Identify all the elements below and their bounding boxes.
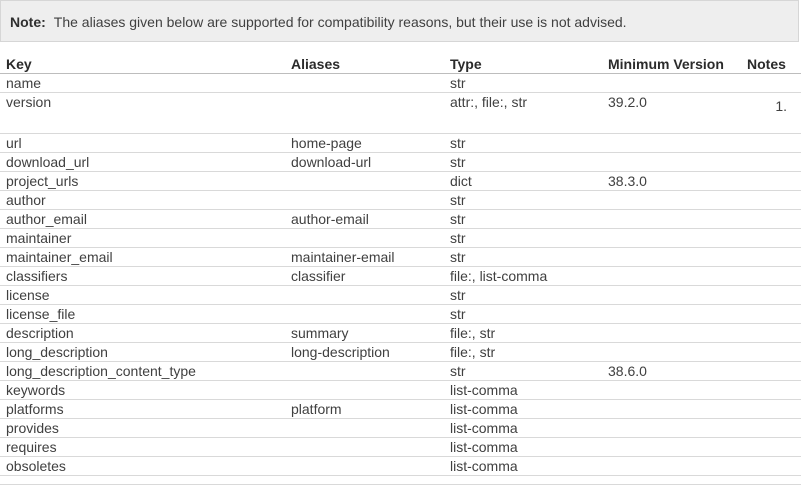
cell-type: str: [444, 153, 602, 172]
cell-alias: [285, 229, 444, 248]
cell-alias: [285, 172, 444, 191]
cell-alias: [285, 438, 444, 457]
table-row: [0, 248, 801, 267]
table-row: [0, 362, 801, 381]
cell-alias: summary: [285, 324, 444, 343]
header-key: Key: [0, 52, 285, 74]
cell-min-version: [602, 457, 741, 476]
cell-key: download_url: [0, 153, 285, 172]
note-reference: 1.: [775, 98, 787, 114]
cell-notes: [741, 191, 801, 210]
cell-notes: [741, 381, 801, 400]
cell-type: str: [444, 134, 602, 153]
cell-key: obsoletes: [0, 457, 285, 476]
cell-min-version: [602, 74, 741, 93]
cell-alias: download-url: [285, 153, 444, 172]
cell-alias: long-description: [285, 343, 444, 362]
cell-key: version: [0, 93, 285, 134]
cell-notes: [741, 343, 801, 362]
cell-key: license: [0, 286, 285, 305]
cell-min-version: [602, 267, 741, 286]
table-row: [0, 286, 801, 305]
cell-notes: [741, 305, 801, 324]
table-row: [0, 305, 801, 324]
table-row: [0, 343, 801, 362]
cell-notes: [741, 153, 801, 172]
cell-type: attr:, file:, str: [444, 93, 602, 134]
cell-type: str: [444, 210, 602, 229]
table-body: [0, 74, 801, 476]
cell-key: author_email: [0, 210, 285, 229]
cell-min-version: [602, 134, 741, 153]
cell-min-version: [602, 324, 741, 343]
cell-notes: [741, 93, 801, 134]
table-row: [0, 457, 801, 476]
table-row: [0, 210, 801, 229]
table-row: [0, 191, 801, 210]
cell-type: str: [444, 191, 602, 210]
cell-alias: [285, 362, 444, 381]
cell-notes: [741, 419, 801, 438]
cell-key: maintainer: [0, 229, 285, 248]
cell-key: author: [0, 191, 285, 210]
cell-min-version: 38.3.0: [602, 172, 741, 191]
cell-min-version: [602, 343, 741, 362]
cell-alias: [285, 191, 444, 210]
cell-key: long_description: [0, 343, 285, 362]
cell-alias: [285, 419, 444, 438]
header-aliases: Aliases: [285, 52, 444, 74]
cell-key: platforms: [0, 400, 285, 419]
cell-min-version: 39.2.0: [602, 93, 741, 134]
cell-key: url: [0, 134, 285, 153]
cell-type: file:, list-comma: [444, 267, 602, 286]
cell-type: str: [444, 362, 602, 381]
cell-notes: [741, 457, 801, 476]
table-row: [0, 438, 801, 457]
table-row: [0, 172, 801, 191]
cell-notes: [741, 229, 801, 248]
cell-alias: home-page: [285, 134, 444, 153]
cell-notes: [741, 74, 801, 93]
cell-min-version: [602, 419, 741, 438]
cell-alias: [285, 381, 444, 400]
cell-min-version: [602, 438, 741, 457]
cell-type: str: [444, 74, 602, 93]
metadata-table: [0, 52, 801, 476]
cell-alias: [285, 457, 444, 476]
header-minimum-version: Minimum Version: [602, 52, 741, 74]
cell-type: list-comma: [444, 457, 602, 476]
table-row: [0, 381, 801, 400]
table-row: [0, 229, 801, 248]
table-row: [0, 400, 801, 419]
cell-alias: [285, 305, 444, 324]
cell-key: description: [0, 324, 285, 343]
cell-notes: [741, 324, 801, 343]
table-row: [0, 93, 801, 134]
cell-notes: [741, 267, 801, 286]
note-admonition: [0, 0, 799, 42]
table-row: [0, 74, 801, 93]
cell-key: provides: [0, 419, 285, 438]
cell-notes: [741, 286, 801, 305]
cell-alias: [285, 93, 444, 134]
table-row: [0, 134, 801, 153]
cell-type: file:, str: [444, 343, 602, 362]
table-header-row: [0, 52, 801, 74]
table-row: [0, 267, 801, 286]
cell-notes: [741, 438, 801, 457]
cell-key: project_urls: [0, 172, 285, 191]
note-label: Note:: [10, 14, 46, 30]
table-row: [0, 153, 801, 172]
cell-alias: [285, 286, 444, 305]
header-type: Type: [444, 52, 602, 74]
cell-notes: [741, 248, 801, 267]
cell-type: list-comma: [444, 400, 602, 419]
cell-type: str: [444, 248, 602, 267]
cell-type: str: [444, 305, 602, 324]
cell-key: license_file: [0, 305, 285, 324]
cell-key: keywords: [0, 381, 285, 400]
cell-notes: [741, 172, 801, 191]
note-text: The aliases given below are supported for compatibility reasons, but their use is not advised.: [53, 14, 627, 30]
cell-notes: [741, 210, 801, 229]
cell-notes: [741, 362, 801, 381]
header-notes: Notes: [741, 52, 801, 74]
cell-min-version: [602, 286, 741, 305]
cell-alias: maintainer-email: [285, 248, 444, 267]
cell-notes: [741, 134, 801, 153]
cell-type: list-comma: [444, 419, 602, 438]
cell-type: str: [444, 286, 602, 305]
cell-key: classifiers: [0, 267, 285, 286]
table-row: [0, 419, 801, 438]
cell-min-version: 38.6.0: [602, 362, 741, 381]
cell-type: str: [444, 229, 602, 248]
cell-key: maintainer_email: [0, 248, 285, 267]
cell-min-version: [602, 381, 741, 400]
cell-min-version: [602, 400, 741, 419]
table-row: [0, 324, 801, 343]
cell-min-version: [602, 305, 741, 324]
cell-min-version: [602, 210, 741, 229]
cell-alias: platform: [285, 400, 444, 419]
cell-min-version: [602, 191, 741, 210]
cell-key: requires: [0, 438, 285, 457]
cell-min-version: [602, 153, 741, 172]
cell-key: long_description_content_type: [0, 362, 285, 381]
cell-alias: classifier: [285, 267, 444, 286]
cell-notes: [741, 400, 801, 419]
cell-type: list-comma: [444, 438, 602, 457]
cell-type: list-comma: [444, 381, 602, 400]
cell-key: name: [0, 74, 285, 93]
cell-min-version: [602, 248, 741, 267]
bottom-divider: [0, 484, 801, 485]
cell-alias: [285, 74, 444, 93]
cell-min-version: [602, 229, 741, 248]
cell-type: dict: [444, 172, 602, 191]
cell-alias: author-email: [285, 210, 444, 229]
cell-type: file:, str: [444, 324, 602, 343]
